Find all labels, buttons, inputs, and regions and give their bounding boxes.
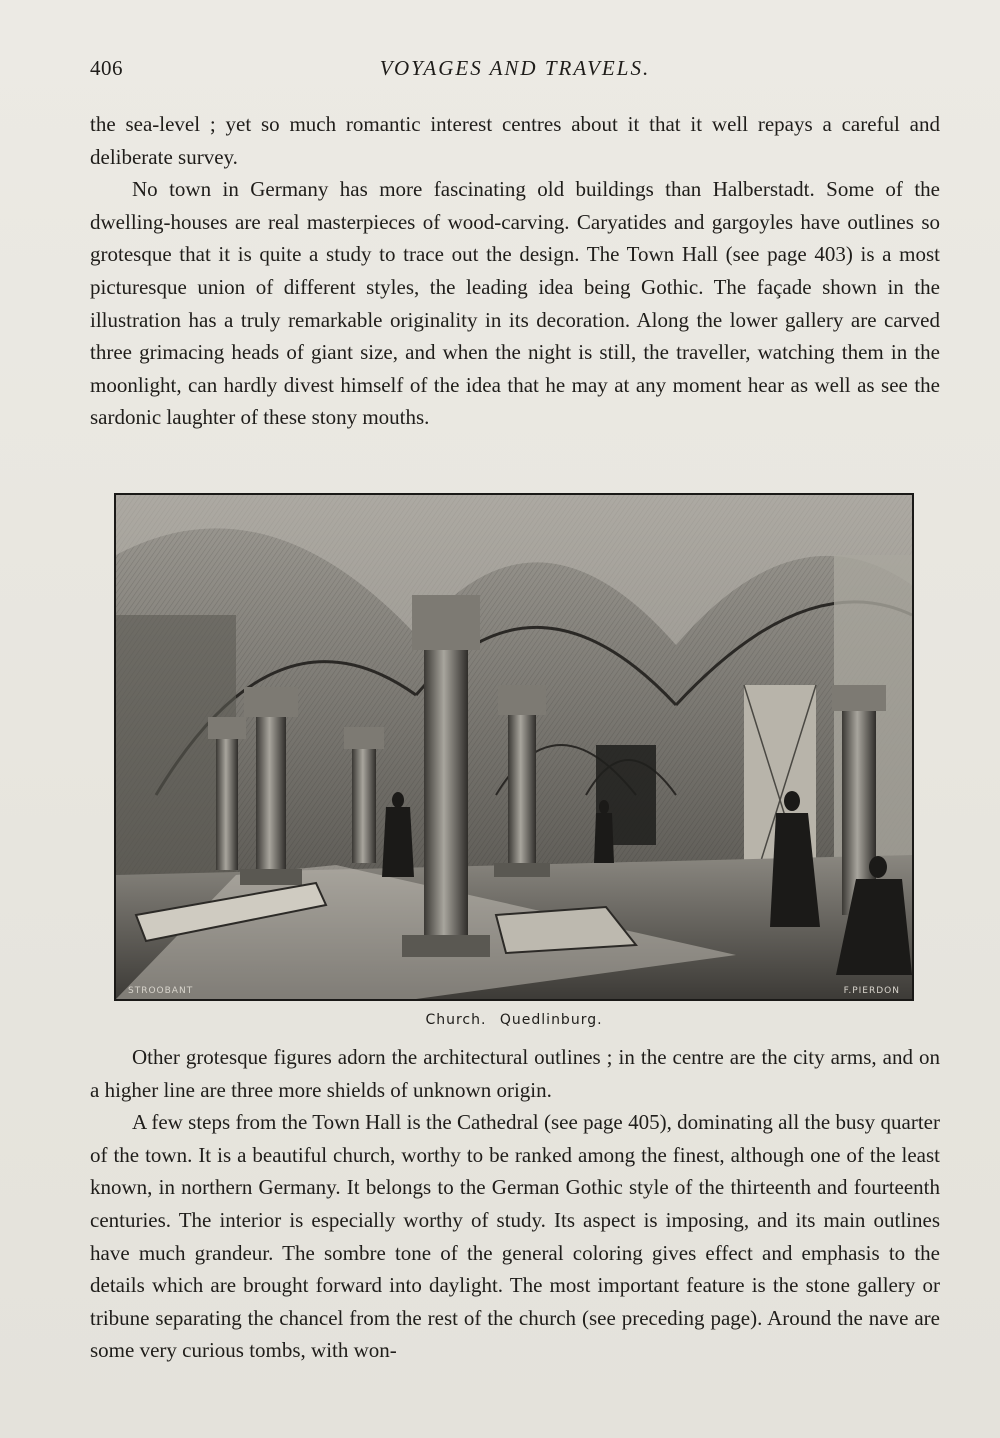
engraver-signature-left: STROOBANT — [128, 986, 194, 996]
figure-caption — [114, 1012, 914, 1028]
running-title: VOYAGES AND TRAVELS. — [379, 56, 651, 80]
crypt-engraving — [116, 495, 912, 999]
engraving-illustration — [114, 493, 914, 1001]
page-number: 406 — [90, 56, 123, 80]
paragraph-continued: the sea-level ; yet so much romantic interest centres about it that it well repays a careful and deliberate survey. — [90, 112, 940, 169]
bottom-text-block — [90, 1041, 940, 1367]
caption-part-2: Quedlinburg. — [499, 1012, 603, 1028]
paragraph-cathedral: A few steps from the Town Hall is the Cathedral (see page 405), dominating all the busy quarter of the town. It is a beautiful church, worthy to be ranked among the finest, although one of the least known, in northern Germany. It belongs to the German Gothic style of the thirteenth and fourteenth centuries. The interior is especially worthy of study. Its aspect is imposing, and its main outlines have much grandeur. The sombre tone of the general coloring gives effect and emphasis to the details which are brought forward into daylight. The most important feature is the stone gallery or tribune separating the chancel from the rest of the church (see preceding page). Around the nave are some very curious tombs, with won- — [90, 1110, 940, 1363]
engraver-signature-right: F.PIERDON — [843, 986, 900, 996]
caption-part-1: Church. — [425, 1012, 487, 1028]
paragraph-grotesque-figures: Other grotesque figures adorn the architectural outlines ; in the centre are the city arms, and on a higher line are three more shields of unknown origin. — [90, 1045, 940, 1102]
top-text-block — [90, 108, 940, 434]
paragraph-halberstadt: No town in Germany has more fascinating old buildings than Halberstadt. Some of the dwelling-houses are real masterpieces of wood-carving. Caryatides and gargoyles have outlines so grotesque that it is quite a study to trace out the design. The Town Hall (see page 403) is a most picturesque union of different styles, the leading idea being Gothic. The façade shown in the illustration has a truly remarkable originality in its decoration. Along the lower gallery are carved three grimacing heads of giant size, and when the night is still, the traveller, watching them in the moonlight, can hardly divest himself of the idea that he may at any moment hear as well as see the sardonic laughter of these stony mouths. — [90, 177, 940, 430]
running-head — [90, 56, 940, 88]
